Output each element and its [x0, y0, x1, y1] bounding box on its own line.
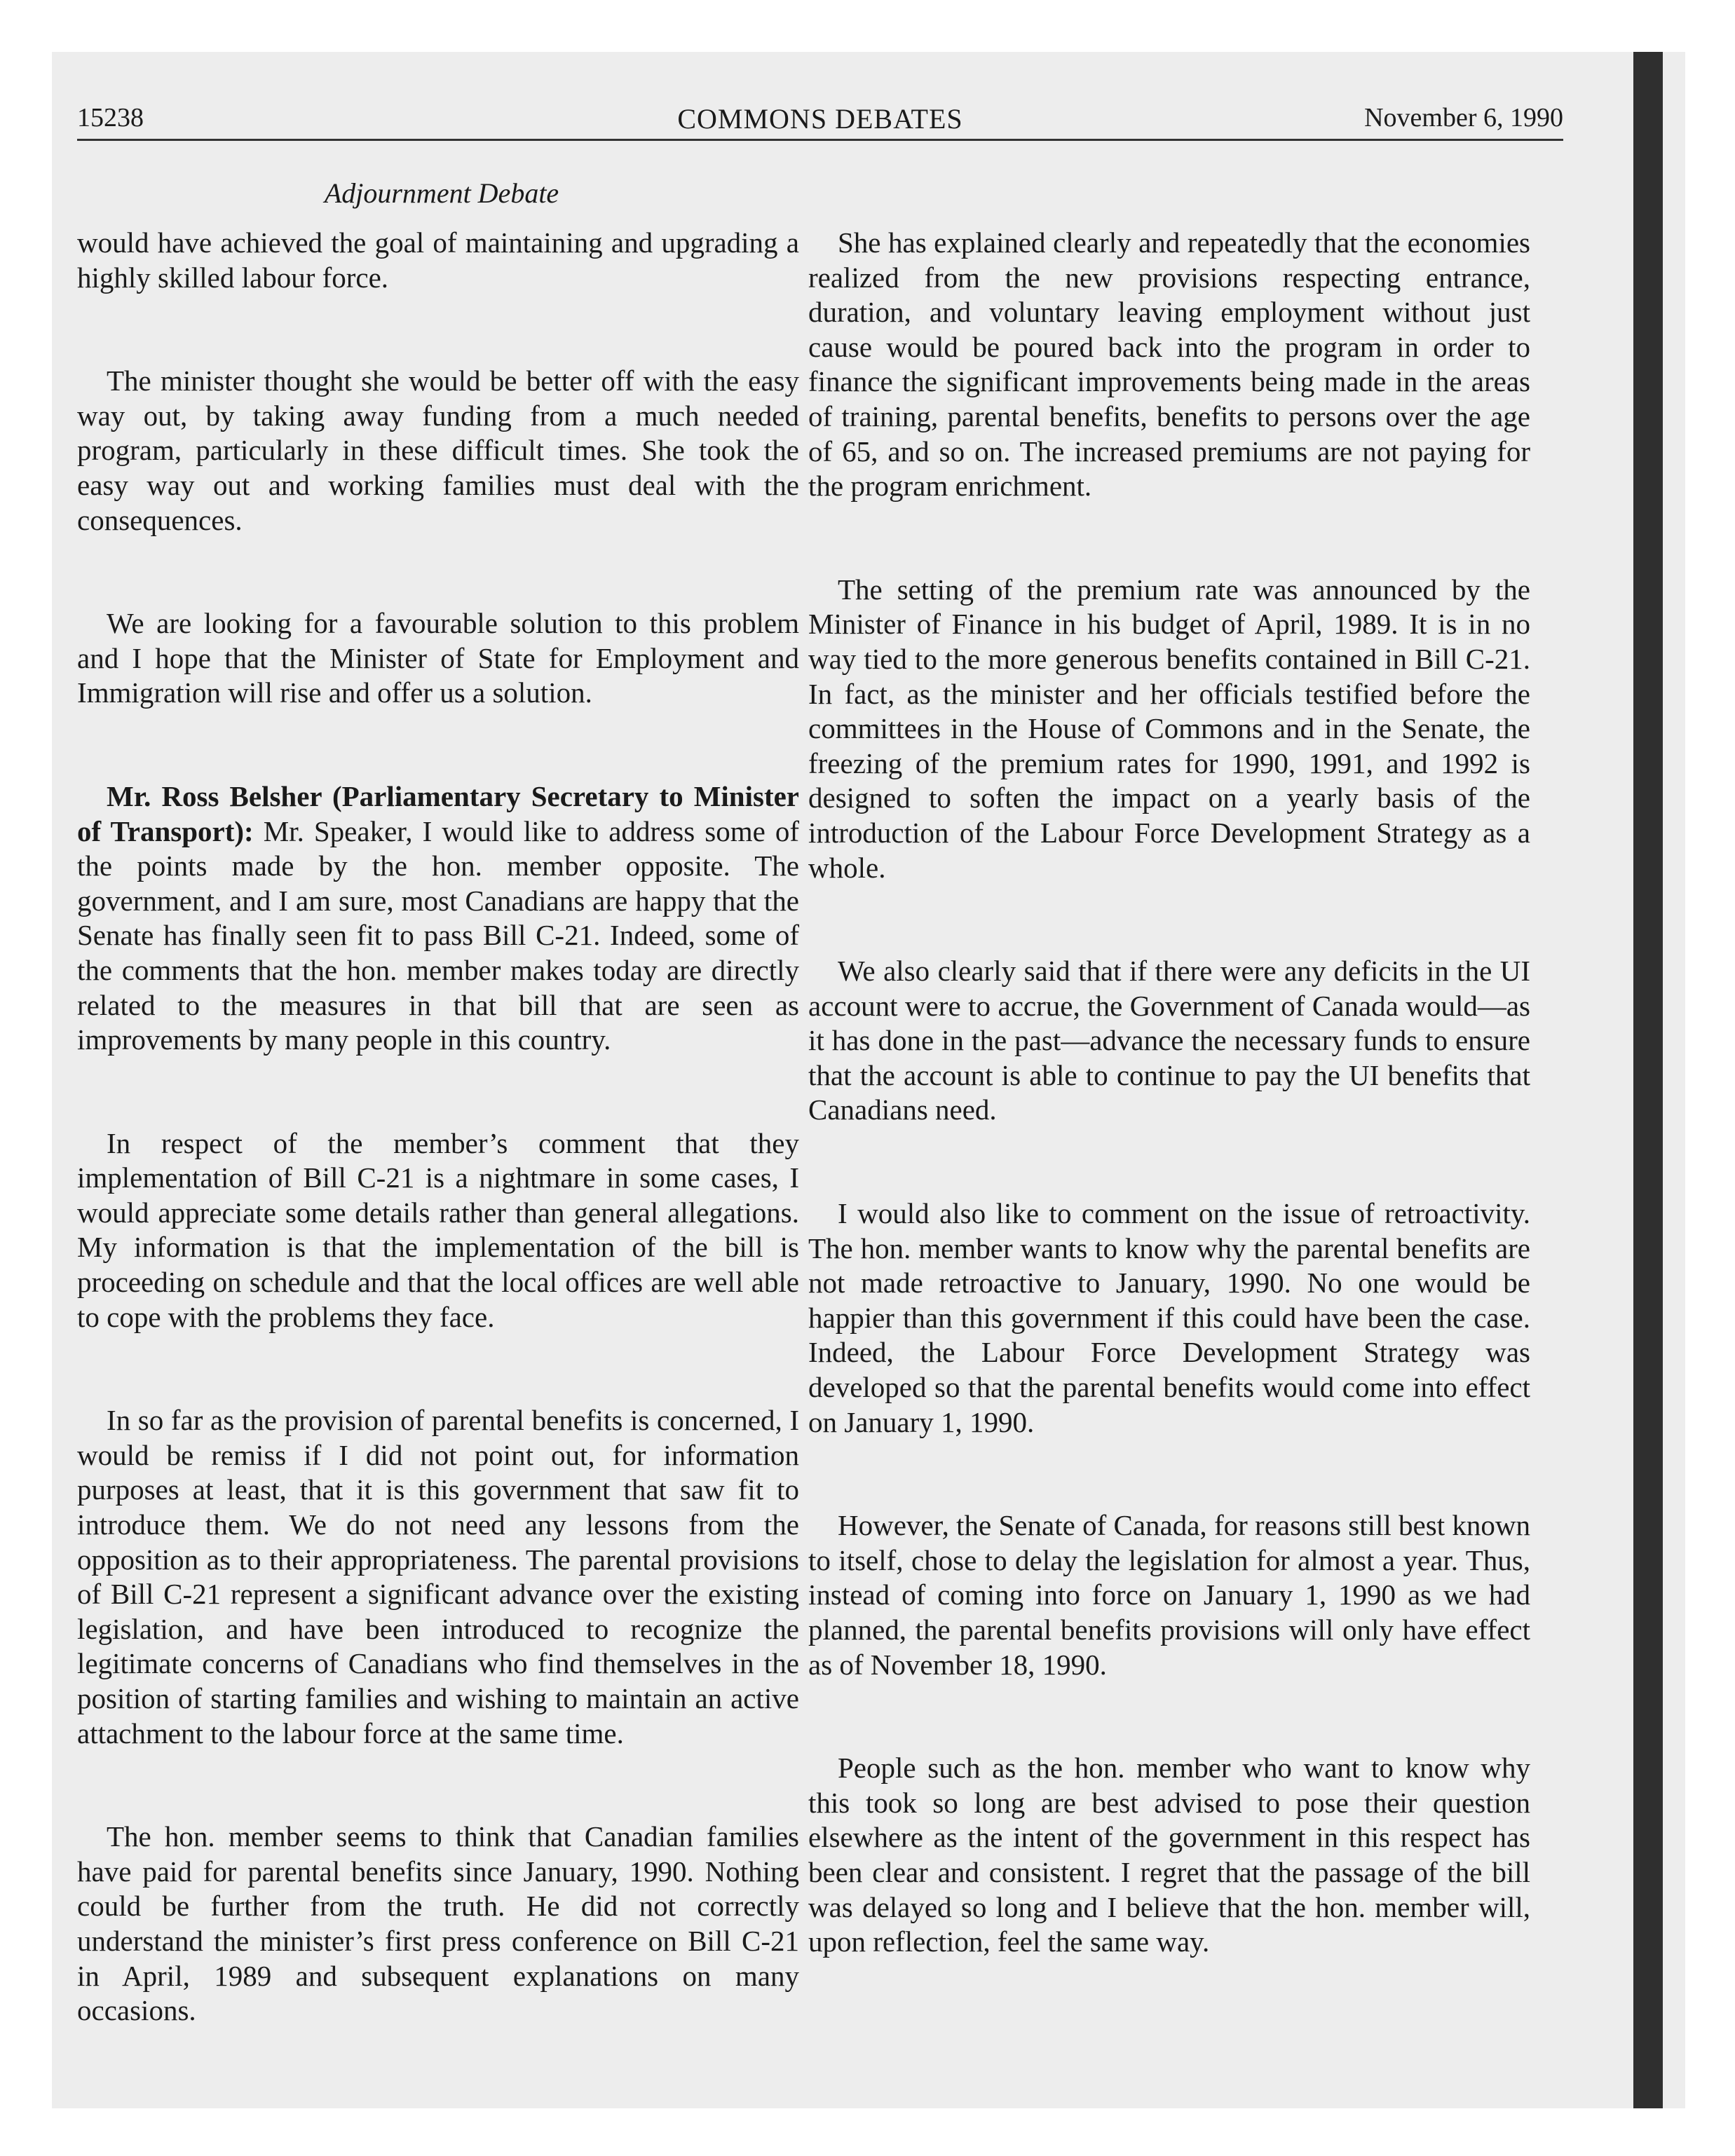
paragraph: In so far as the provision of parental benefits is concerned, I would be remiss if I did not point out, for information purposes at least, that it is this government that saw fit to introduce them. We do not need any lessons from the opposition as to their appropriateness. The parental provisions of Bill C-21 represent a significant advance over the existing legislation, and have been introduced to recognize the legitimate concerns of Canadians who find themselves in the position of starting families and wishing to maintain an active attachment to the labour force at the same time. [77, 1404, 799, 1749]
paragraph: The setting of the premium rate was announced by the Minister of Finance in his budget of April, 1989. It is in no way tied to the more generous benefits contained in Bill C-21. In fact, as the minister and her officials testified before the committees in the House of Commons and in the Senate, the freezing of the premium rates for 1990, 1991, and 1992 is designed to soften the impact on a yearly basis of the introduction of the Labour Force Development Strategy as a whole. [808, 573, 1530, 884]
paragraph: We also clearly said that if there were any deficits in the UI account were to accrue, the Government of Canada would—as it has done in the past—advance the necessary funds to ensure that the account is able to continue to pay the UI benefits that Canadians need. [808, 955, 1530, 1126]
paragraph: However, the Senate of Canada, for reasons still best known to itself, chose to delay the legislation for almost a year. Thus, instead of coming into force on January 1, 1990 as we had planned, the parental benefits provisions will only have effect as of November 18, 1990. [808, 1509, 1530, 1681]
paragraph: Mr. Ross Belsher (Parliamentary Secretary to Minister of Transport): Mr. Speaker, I would like to address some of the points made by the hon. member opposite. The government, and I am sure, most Canadians are happy that the Senate has finally seen fit to pass Bill C-21. Indeed, some of the comments that the hon. member makes today are directly related to the measures in that bill that are seen as improvements by many people in this country. [77, 779, 800, 1056]
paragraph: She has explained clearly and repeatedly that the economies realized from the new provisions respecting entrance, duration, and voluntary leaving employment without just cause would be poured back into the program in order to finance the significant improvements being made in the areas of training, parental benefits, benefits to persons over the age of 65, and so on. The increased premiums are not paying for the program enrichment. [808, 226, 1530, 503]
right-column [808, 226, 1530, 1960]
speaker-name: Mr. Ross Belsher (Parliamentary Secretary to Minister of Transport): [77, 779, 799, 847]
paragraph: In respect of the member’s comment that they implementation of Bill C-21 is a nightmare in some cases, I would appreciate some details rather than general allegations. My information is that the implementation of the bill is proceeding on schedule and that the local offices are well able to cope with the problems they face. [77, 1126, 799, 1333]
paragraph: The minister thought she would be better off with the easy way out, by taking away funding from a much needed program, particularly in these difficult times. She took the easy way out and working families must deal with the consequences. [77, 364, 799, 536]
page-number: 15238 [77, 103, 144, 132]
running-head [77, 102, 1563, 144]
scan-edge-bar [1633, 52, 1663, 2108]
publication-title: COMMONS DEBATES [677, 103, 963, 135]
paragraph: We are looking for a favourable solution to this problem and I hope that the Minister of State for Employment and Immigration will rise and offer us a solution. [77, 607, 799, 709]
issue-date: November 6, 1990 [1364, 103, 1563, 132]
left-column [77, 226, 799, 2028]
paragraph: would have achieved the goal of maintaining and upgrading a highly skilled labour force. [77, 226, 799, 294]
paragraph: People such as the hon. member who want to know why this took so long are best advised to pose their question elsewhere as the intent of the government in this respect has been clear and consistent. I regret that the passage of the bill was delayed so long and I believe that the hon. member will, upon reflection, feel the same way. [808, 1752, 1530, 1958]
header-rule [77, 139, 1563, 141]
paragraph: I would also like to comment on the issue of retroactivity. The hon. member wants to know why the parental benefits are not made retroactive to January, 1990. No one would be happier than this government if this could have been the case. Indeed, the Labour Force Development Strategy was developed so that the parental benefits would come into effect on January 1, 1990. [808, 1197, 1530, 1438]
section-title: Adjournment Debate [324, 177, 559, 209]
paragraph: The hon. member seems to think that Canadian families have paid for parental benefits since January, 1990. Nothing could be further from the truth. He did not correctly understand the minister’s first press conference on Bill C-21 in April, 1989 and subsequent explanations on many occasions. [77, 1820, 799, 2027]
